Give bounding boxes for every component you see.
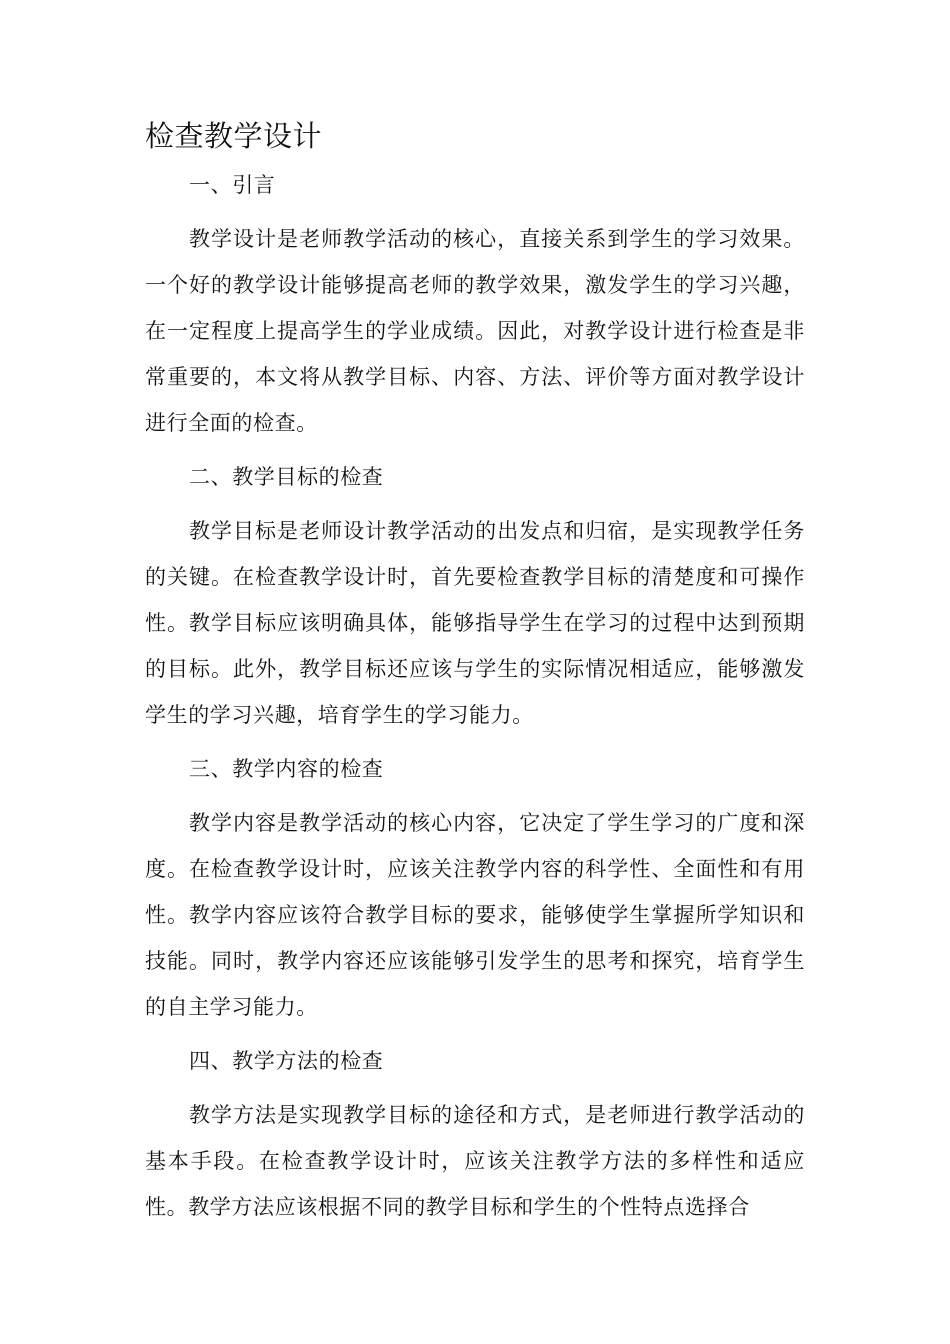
section-heading-objectives: 二、教学目标的检查 xyxy=(189,465,384,489)
section-paragraph-intro: 教学设计是老师教学活动的核心，直接关系到学生的学习效果。一个好的教学设计能够提高老师的教学效果，激发学生的学习兴趣，在一定程度上提高学生的学业成绩。因此，对教学设计进行检查是非常重要的，本文将从教学目标、内容、方法、评价等方面对教学设计进行全面的检查。 xyxy=(145,227,805,435)
document-title: 检查教学设计 xyxy=(145,119,323,153)
section-heading-content: 三、教学内容的检查 xyxy=(189,757,384,781)
section-paragraph-content: 教学内容是教学活动的核心内容，它决定了学生学习的广度和深度。在检查教学设计时，应该关注教学内容的科学性、全面性和有用性。教学内容应该符合教学目标的要求，能够使学生掌握所学知识和技能。同时，教学内容还应该能够引发学生的思考和探究，培育学生的自主学习能力。 xyxy=(145,811,805,1019)
section-paragraph-objectives: 教学目标是老师设计教学活动的出发点和归宿，是实现教学任务的关键。在检查教学设计时，首先要检查教学目标的清楚度和可操作性。教学目标应该明确具体，能够指导学生在学习的过程中达到预期的目标。此外，教学目标还应该与学生的实际情况相适应，能够激发学生的学习兴趣，培育学生的学习能力。 xyxy=(145,519,805,727)
document-page xyxy=(145,112,805,1238)
section-heading-methods: 四、教学方法的检查 xyxy=(189,1049,384,1073)
section-paragraph-methods: 教学方法是实现教学目标的途径和方式，是老师进行教学活动的基本手段。在检查教学设计时，应该关注教学方法的多样性和适应性。教学方法应该根据不同的教学目标和学生的个性特点选择合 xyxy=(145,1103,805,1219)
section-heading-intro: 一、引言 xyxy=(189,173,276,197)
